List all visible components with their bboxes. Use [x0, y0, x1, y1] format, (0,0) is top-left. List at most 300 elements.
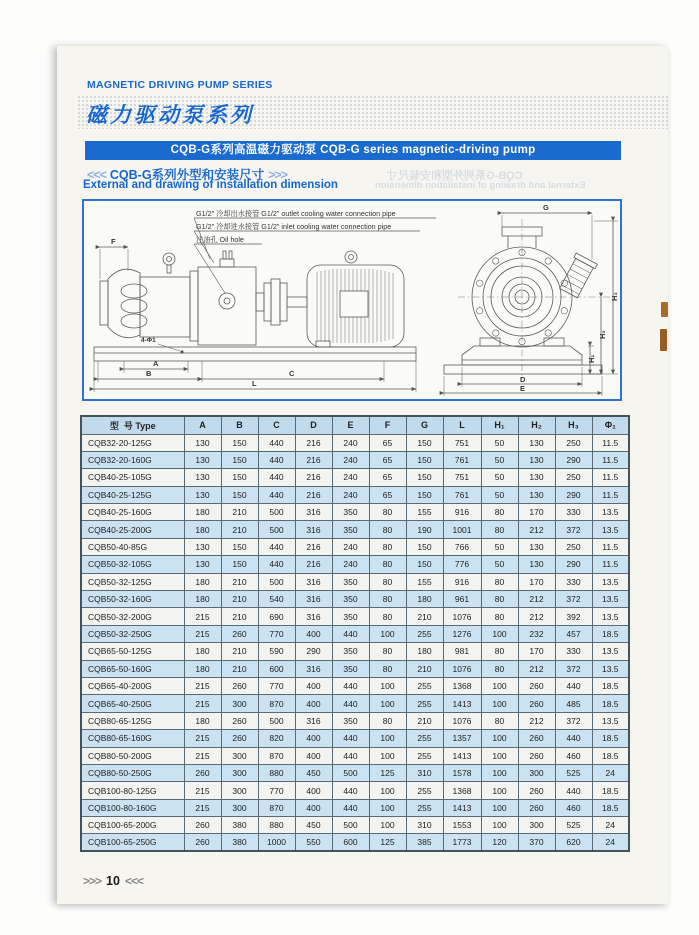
model-type-cell: CQB65-50-125G: [81, 643, 184, 660]
dimension-cell: 100: [369, 817, 406, 834]
model-type-cell: CQB100-65-200G: [81, 817, 184, 834]
dimension-cell: 100: [369, 625, 406, 642]
dimension-cell: 316: [295, 504, 332, 521]
dimension-cell: 1001: [443, 521, 481, 538]
dimension-cell: 65: [369, 451, 406, 468]
dim-label-B: B: [146, 369, 152, 378]
dim-label-H1: H₁: [587, 354, 596, 363]
dimension-cell: 170: [518, 573, 555, 590]
dimension-cell: 300: [221, 799, 258, 816]
model-type-cell: CQB40-25-200G: [81, 521, 184, 538]
dimension-cell: 130: [184, 469, 221, 486]
column-header: H₂: [518, 416, 555, 434]
dimension-cell: 65: [369, 486, 406, 503]
dimension-cell: 216: [295, 451, 332, 468]
dimension-cell: 350: [332, 660, 369, 677]
dimension-cell: 776: [443, 556, 481, 573]
dimension-cell: 13.5: [592, 660, 629, 677]
dimension-cell: 11.5: [592, 434, 629, 451]
dimension-cell: 50: [481, 556, 518, 573]
model-type-cell: CQB32-20-160G: [81, 451, 184, 468]
column-header: C: [258, 416, 295, 434]
dimension-cell: 440: [258, 556, 295, 573]
dimension-cell: 260: [518, 695, 555, 712]
model-type-cell: CQB50-32-250G: [81, 625, 184, 642]
dimension-cell: 316: [295, 591, 332, 608]
model-type-cell: CQB80-65-160G: [81, 730, 184, 747]
dimension-cell: 961: [443, 591, 481, 608]
dimension-cell: 370: [518, 834, 555, 851]
dimension-cell: 210: [221, 504, 258, 521]
dimension-cell: 130: [518, 451, 555, 468]
dimension-cell: 372: [555, 712, 592, 729]
dimension-cell: 500: [332, 817, 369, 834]
dimension-cell: 240: [332, 486, 369, 503]
dimension-cell: 440: [332, 799, 369, 816]
dimension-cell: 440: [332, 695, 369, 712]
dimension-cell: 180: [184, 521, 221, 538]
dimension-cell: 13.5: [592, 643, 629, 660]
dimension-cell: 100: [369, 799, 406, 816]
dimension-cell: 350: [332, 591, 369, 608]
table-row: [81, 504, 629, 521]
dimension-cell: 210: [406, 660, 443, 677]
model-type-cell: CQB40-25-125G: [81, 486, 184, 503]
dimension-cell: 540: [258, 591, 295, 608]
model-type-cell: CQB100-80-160G: [81, 799, 184, 816]
dimension-cell: 385: [406, 834, 443, 851]
dimension-cell: 457: [555, 625, 592, 642]
dimension-cell: 1553: [443, 817, 481, 834]
dimension-cell: 330: [555, 573, 592, 590]
table-row: [81, 764, 629, 781]
dimension-cell: 215: [184, 625, 221, 642]
dimension-cell: 130: [184, 434, 221, 451]
dimension-cell: 212: [518, 660, 555, 677]
dimension-cell: 290: [555, 556, 592, 573]
dimension-cell: 150: [221, 486, 258, 503]
dimension-cell: 100: [369, 782, 406, 799]
dimension-cell: 180: [184, 504, 221, 521]
section-heading-chinese: CQB-G系列外型和安装尺寸: [109, 168, 265, 182]
table-row: [81, 573, 629, 590]
dimension-cell: 11.5: [592, 469, 629, 486]
dimension-cell: 212: [518, 591, 555, 608]
dimension-cell: 300: [518, 817, 555, 834]
table-row: [81, 712, 629, 729]
technical-drawing-panel: [82, 199, 622, 401]
dimension-cell: 392: [555, 608, 592, 625]
page-footer: [83, 874, 143, 888]
dimension-cell: 300: [221, 782, 258, 799]
dimension-cell: 210: [221, 643, 258, 660]
dimension-cell: 380: [221, 817, 258, 834]
dimension-cell: 18.5: [592, 677, 629, 694]
dimension-cell: 150: [221, 469, 258, 486]
model-type-cell: CQB32-20-125G: [81, 434, 184, 451]
dimension-cell: 250: [555, 538, 592, 555]
dimension-cell: 751: [443, 469, 481, 486]
dimension-cell: 260: [184, 834, 221, 851]
dimension-cell: 150: [406, 538, 443, 555]
dimension-cell: 125: [369, 764, 406, 781]
dimension-cell: 290: [295, 643, 332, 660]
dimension-cell: 400: [295, 730, 332, 747]
dimension-cell: 1413: [443, 695, 481, 712]
dimension-cell: 80: [481, 643, 518, 660]
table-row: [81, 625, 629, 642]
dimension-cell: 440: [332, 677, 369, 694]
dimension-cell: 13.5: [592, 504, 629, 521]
model-type-cell: CQB65-50-160G: [81, 660, 184, 677]
table-row: [81, 469, 629, 486]
dimension-cell: 150: [406, 486, 443, 503]
dimension-cell: 1368: [443, 782, 481, 799]
dimension-cell: 761: [443, 451, 481, 468]
dimension-cell: 240: [332, 434, 369, 451]
dimension-cell: 500: [332, 764, 369, 781]
model-type-cell: CQB50-32-160G: [81, 591, 184, 608]
dimension-cell: 500: [258, 521, 295, 538]
dimension-cell: 620: [555, 834, 592, 851]
table-row: [81, 591, 629, 608]
paper-sheet: [57, 46, 668, 904]
dimension-cell: 216: [295, 556, 332, 573]
model-type-cell: CQB80-65-125G: [81, 712, 184, 729]
dimension-cell: 440: [258, 434, 295, 451]
dimension-cell: 100: [369, 677, 406, 694]
dimension-cell: 1076: [443, 660, 481, 677]
dimension-cell: 100: [369, 747, 406, 764]
column-header: 型 号 Type: [81, 416, 184, 434]
column-header: L: [443, 416, 481, 434]
column-header: D: [295, 416, 332, 434]
dimension-cell: 260: [221, 625, 258, 642]
dimension-cell: 372: [555, 660, 592, 677]
dimension-cell: 180: [184, 573, 221, 590]
dimension-cell: 250: [555, 434, 592, 451]
dimension-cell: 180: [406, 591, 443, 608]
table-row: [81, 608, 629, 625]
dimension-cell: 11.5: [592, 486, 629, 503]
dimension-cell: 440: [332, 625, 369, 642]
dimension-cell: 130: [518, 469, 555, 486]
dimension-cell: 13.5: [592, 591, 629, 608]
dimension-cell: 1413: [443, 799, 481, 816]
dim-label-H3: H₃: [610, 292, 619, 301]
right-chevrons-icon: >>>: [268, 168, 287, 182]
dimension-cell: 240: [332, 451, 369, 468]
dimension-cell: 766: [443, 538, 481, 555]
dimension-cell: 1368: [443, 677, 481, 694]
dimension-cell: 100: [481, 747, 518, 764]
dimension-cell: 255: [406, 747, 443, 764]
dimension-cell: 232: [518, 625, 555, 642]
dimension-cell: 130: [184, 451, 221, 468]
dimension-cell: 316: [295, 712, 332, 729]
dimension-cell: 350: [332, 573, 369, 590]
dimension-cell: 290: [555, 451, 592, 468]
dimension-cell: 1076: [443, 712, 481, 729]
dimension-cell: 260: [184, 817, 221, 834]
dimension-cell: 150: [406, 556, 443, 573]
dimension-cell: 130: [184, 486, 221, 503]
dimension-cell: 255: [406, 782, 443, 799]
dimension-cell: 210: [221, 608, 258, 625]
dimension-cell: 916: [443, 504, 481, 521]
dimension-cell: 310: [406, 817, 443, 834]
dimension-cell: 212: [518, 712, 555, 729]
dimension-cell: 215: [184, 730, 221, 747]
dimension-cell: 100: [369, 695, 406, 712]
dimension-cell: 300: [221, 764, 258, 781]
table-row: [81, 695, 629, 712]
dimension-cell: 80: [369, 573, 406, 590]
dimension-cell: 18.5: [592, 782, 629, 799]
dimension-cell: 80: [481, 608, 518, 625]
dimension-cell: 260: [221, 730, 258, 747]
table-row: [81, 451, 629, 468]
table-row: [81, 434, 629, 451]
dimension-cell: 18.5: [592, 730, 629, 747]
dimension-cell: 761: [443, 486, 481, 503]
dimension-cell: 130: [518, 434, 555, 451]
annotation-outlet: G1/2" 冷却出水接管 G1/2" outlet cooling water connection pipe: [196, 209, 396, 218]
dim-label-D: D: [520, 375, 526, 384]
dimension-cell: 18.5: [592, 695, 629, 712]
dimension-cell: 1413: [443, 747, 481, 764]
table-row: [81, 817, 629, 834]
dimension-cell: 180: [406, 643, 443, 660]
table-row: [81, 782, 629, 799]
column-header: Φ₁: [592, 416, 629, 434]
dimension-cell: 215: [184, 677, 221, 694]
page-number: 10: [106, 874, 120, 888]
dimension-cell: 400: [295, 747, 332, 764]
dimension-cell: 870: [258, 695, 295, 712]
dimension-cell: 80: [369, 643, 406, 660]
dimension-cell: 80: [481, 521, 518, 538]
dimension-cell: 290: [555, 486, 592, 503]
dimension-cell: 400: [295, 677, 332, 694]
dimension-cell: 450: [295, 817, 332, 834]
dimension-cell: 1076: [443, 608, 481, 625]
dimension-cell: 80: [481, 504, 518, 521]
dimension-cell: 260: [221, 712, 258, 729]
dim-label-H2: H₂: [598, 330, 607, 339]
dimension-cell: 440: [555, 677, 592, 694]
dimension-cell: 350: [332, 521, 369, 538]
table-row: [81, 486, 629, 503]
dimension-cell: 400: [295, 799, 332, 816]
table-row: [81, 556, 629, 573]
dimension-cell: 155: [406, 504, 443, 521]
dimension-cell: 440: [258, 486, 295, 503]
footer-right-chevrons-icon: <<<: [124, 874, 143, 888]
dimension-cell: 316: [295, 573, 332, 590]
annotation-inlet: G1/2" 冷却进水接管 G1/2" inlet cooling water connection pipe: [196, 222, 392, 231]
dimension-cell: 400: [295, 695, 332, 712]
column-header: A: [184, 416, 221, 434]
showthrough-text: CQB-G系列外型和安装尺寸: [387, 170, 523, 182]
dimension-cell: 13.5: [592, 573, 629, 590]
dimension-cell: 440: [332, 747, 369, 764]
dimension-cell: 260: [518, 782, 555, 799]
series-title-chinese: 磁力驱动泵系列: [86, 104, 254, 127]
dimension-cell: 150: [221, 451, 258, 468]
dimension-cell: 260: [518, 799, 555, 816]
dimension-cell: 24: [592, 834, 629, 851]
dimension-cell: 300: [221, 695, 258, 712]
dimension-cell: 80: [369, 556, 406, 573]
dimension-cell: 130: [184, 556, 221, 573]
dimension-cell: 130: [184, 538, 221, 555]
dimension-cell: 100: [481, 695, 518, 712]
dimension-cell: 150: [221, 556, 258, 573]
dimension-cell: 440: [332, 730, 369, 747]
dimension-cell: 372: [555, 521, 592, 538]
dimension-cell: 180: [184, 591, 221, 608]
dimension-cell: 80: [481, 573, 518, 590]
dimension-cell: 316: [295, 608, 332, 625]
table-row: [81, 747, 629, 764]
dimension-cell: 350: [332, 712, 369, 729]
dimension-cell: 440: [332, 782, 369, 799]
dimension-cell: 180: [184, 712, 221, 729]
dimension-cell: 80: [369, 538, 406, 555]
dimension-cell: 18.5: [592, 799, 629, 816]
dimension-cell: 210: [406, 712, 443, 729]
dimension-cell: 130: [518, 556, 555, 573]
dimension-cell: 212: [518, 608, 555, 625]
dimension-cell: 525: [555, 817, 592, 834]
table-row: [81, 730, 629, 747]
section-banner: CQB-G系列高温磁力驱动泵 CQB-G series magnetic-driving pump: [85, 141, 621, 160]
table-row: [81, 677, 629, 694]
model-type-cell: CQB40-25-105G: [81, 469, 184, 486]
dimension-cell: 350: [332, 608, 369, 625]
left-chevrons-icon: <<<: [87, 168, 106, 182]
dimension-cell: 155: [406, 573, 443, 590]
dimension-cell: 1773: [443, 834, 481, 851]
dimension-cell: 880: [258, 764, 295, 781]
dimension-cell: 330: [555, 504, 592, 521]
dimension-cell: 240: [332, 469, 369, 486]
dimension-cell: 485: [555, 695, 592, 712]
dimension-cell: 210: [221, 573, 258, 590]
model-type-cell: CQB100-80-125G: [81, 782, 184, 799]
title-dotted-band: [77, 95, 668, 129]
model-type-cell: CQB50-32-105G: [81, 556, 184, 573]
table-header-row: [81, 416, 629, 434]
model-type-cell: CQB100-65-250G: [81, 834, 184, 851]
dimension-cell: 1276: [443, 625, 481, 642]
dim-label-A: A: [153, 359, 159, 368]
dim-label-L: L: [252, 379, 257, 388]
dimension-cell: 440: [555, 730, 592, 747]
dimension-cell: 100: [481, 625, 518, 642]
dimension-cell: 300: [221, 747, 258, 764]
dimension-cell: 350: [332, 643, 369, 660]
model-type-cell: CQB50-32-125G: [81, 573, 184, 590]
dimension-cell: 600: [258, 660, 295, 677]
dimension-cell: 120: [481, 834, 518, 851]
dimension-cell: 216: [295, 538, 332, 555]
dimension-cell: 80: [369, 504, 406, 521]
dimension-cell: 215: [184, 695, 221, 712]
dimension-cell: 65: [369, 469, 406, 486]
dimension-cell: 150: [406, 434, 443, 451]
dimension-cell: 310: [406, 764, 443, 781]
dimension-cell: 255: [406, 730, 443, 747]
dimension-cell: 460: [555, 747, 592, 764]
dimension-cell: 50: [481, 538, 518, 555]
dimension-cell: 150: [406, 451, 443, 468]
dimension-cell: 255: [406, 695, 443, 712]
table-row: [81, 660, 629, 677]
table-row: [81, 521, 629, 538]
dim-label-F: F: [111, 237, 116, 246]
dimension-cell: 400: [295, 625, 332, 642]
dimension-cell: 300: [518, 764, 555, 781]
dimension-cell: 210: [221, 660, 258, 677]
annotation-oil-hole: 注油孔 Oil hole: [196, 235, 244, 244]
column-header: E: [332, 416, 369, 434]
dimension-cell: 50: [481, 469, 518, 486]
dimension-cell: 215: [184, 747, 221, 764]
dimension-cell: 500: [258, 712, 295, 729]
dimension-cell: 18.5: [592, 625, 629, 642]
dimension-cell: 770: [258, 625, 295, 642]
dimension-cell: 770: [258, 782, 295, 799]
dimension-cell: 100: [369, 730, 406, 747]
table-row: [81, 538, 629, 555]
dimension-cell: 250: [555, 469, 592, 486]
dimension-cell: 240: [332, 538, 369, 555]
dimension-cell: 440: [258, 469, 295, 486]
dimension-cell: 216: [295, 434, 332, 451]
dimension-cell: 440: [258, 538, 295, 555]
dimension-cell: 180: [184, 660, 221, 677]
dimension-cell: 11.5: [592, 556, 629, 573]
dimension-cell: 460: [555, 799, 592, 816]
model-type-cell: CQB65-40-250G: [81, 695, 184, 712]
dimension-cell: 80: [481, 591, 518, 608]
dimension-cell: 13.5: [592, 712, 629, 729]
dimension-cell: 11.5: [592, 538, 629, 555]
footer-left-chevrons-icon: >>>: [83, 874, 102, 888]
dimension-cell: 350: [332, 504, 369, 521]
table-row: [81, 799, 629, 816]
series-header: MAGNETIC DRIVING PUMP SERIES: [87, 79, 273, 91]
dimension-cell: 80: [481, 660, 518, 677]
dimension-cell: 751: [443, 434, 481, 451]
model-type-cell: CQB50-40-85G: [81, 538, 184, 555]
dimension-cell: 440: [258, 451, 295, 468]
dimension-cell: 65: [369, 434, 406, 451]
column-header: G: [406, 416, 443, 434]
dimension-cell: 125: [369, 834, 406, 851]
dimension-cell: 820: [258, 730, 295, 747]
page-edge-mark: [660, 329, 667, 351]
dimension-cell: 212: [518, 521, 555, 538]
dimension-cell: 13.5: [592, 521, 629, 538]
dimension-cell: 550: [295, 834, 332, 851]
dimension-cell: 880: [258, 817, 295, 834]
model-type-cell: CQB65-40-200G: [81, 677, 184, 694]
table-row: [81, 834, 629, 851]
dimension-cell: 18.5: [592, 747, 629, 764]
